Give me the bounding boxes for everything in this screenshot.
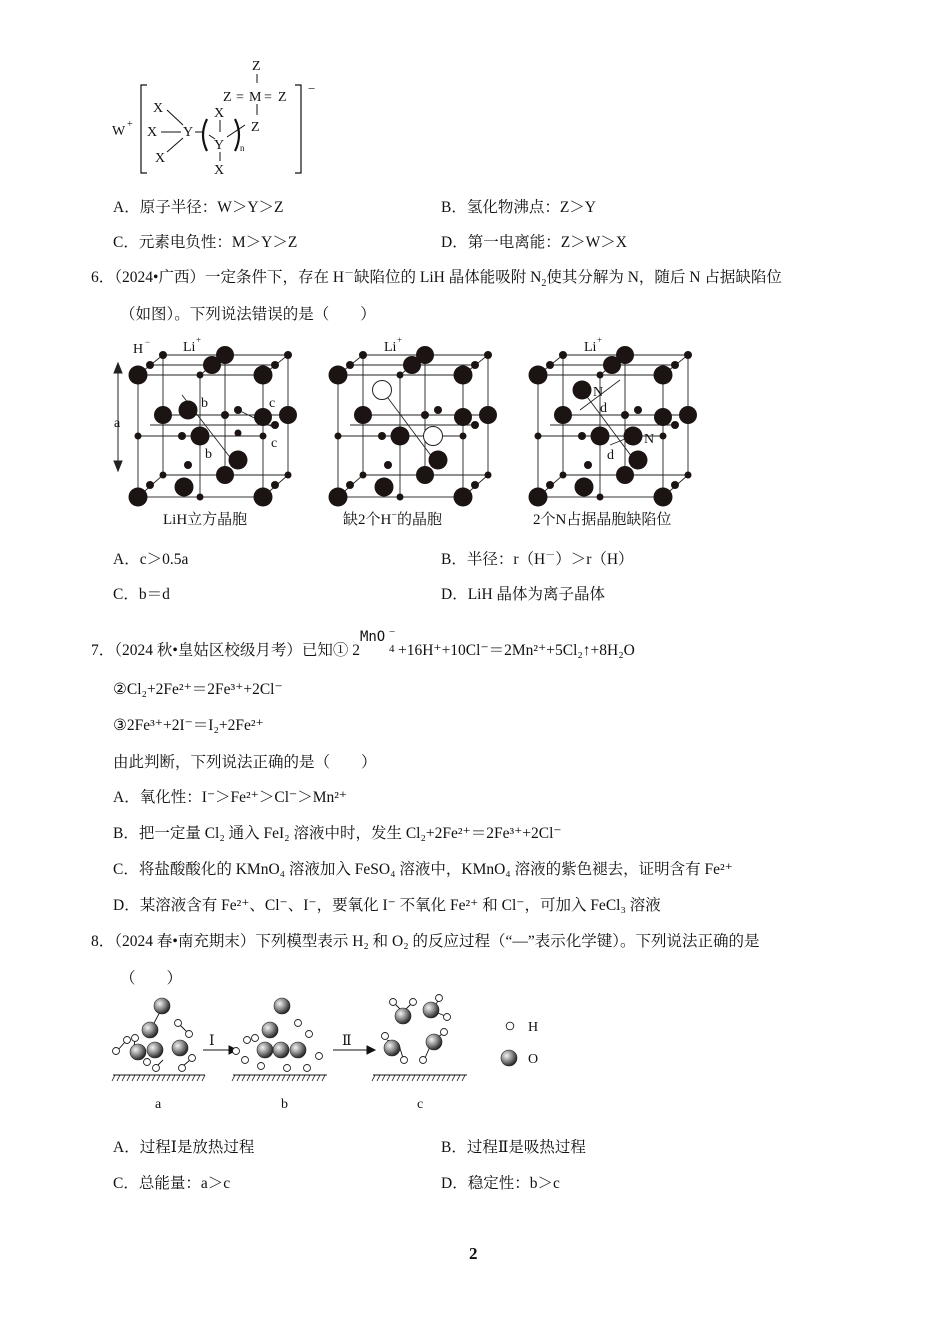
q7-stem-pre: （2024 秋•皇姑区校级月考）已知① 2 [114,642,360,659]
q7-option-b: B．把一定量 Cl₂ 通入 FeI₂ 溶液中时，发生 Cl₂+2Fe²⁺＝2Fe³⁺+2Cl⁻ [113,825,562,842]
q8-number: 8． [91,933,115,950]
atom-y-center: Y [183,125,194,140]
q6-option-a: A．c＞0.5a [113,551,189,568]
q8-option-b: B．过程Ⅱ是吸热过程 [441,1139,586,1156]
q6-number: 6． [91,269,115,286]
q8-option-a: A．过程Ⅰ是放热过程 [113,1139,255,1156]
atom-x-lower: X [214,163,225,178]
q6-option-b-sup: － [545,549,556,561]
step-1-label: Ⅰ [209,1034,215,1049]
atom-y-inner: Y [214,138,225,153]
q7-mno4-sub: 4 [388,643,395,655]
atom-x-top: X [153,101,164,116]
q7-mno4-base: MnO [359,629,386,645]
atom-w: W [112,124,126,139]
legend-h-circle [506,1022,514,1030]
state-a-label: a [155,1097,162,1112]
label-li-plus: Li [183,340,196,355]
q8-reaction-figure [105,990,565,1115]
vacancy-circle-2 [424,427,443,446]
state-c-label: c [417,1097,424,1112]
q8-stem-line2: （ ） [120,970,183,987]
q8-option-c: C．总能量：a＞c [113,1175,231,1192]
label-n-lower: N [644,432,655,447]
bond-double-right: = [264,90,272,105]
legend-o-label: O [528,1052,539,1067]
q7-judge: 由此判断，下列说法正确的是（ ） [113,754,377,771]
n-atom-1 [573,381,592,400]
q7-eq3: ③2Fe³⁺+2I⁻＝I₂+2Fe²⁺ [113,717,264,734]
subscript-n: n [240,143,245,153]
atom-x-bottom: X [155,151,166,166]
q6-stem-sub: 2 [541,278,547,290]
q5-option-a: A．原子半径：W＞Y＞Z [113,199,284,216]
q6-stem-part2: 缺陷位的 LiH 晶体能吸附 N [354,269,542,286]
q7-mno4-sup: − [388,626,396,638]
caption2-sup: − [391,510,397,521]
q5-option-c: C．元素电负性：M＞Y＞Z [113,234,298,251]
q8-stem-text: （2024 春•南充期末）下列模型表示 H₂ 和 O₂ 的反应过程（“—”表示化学键）。下列说法正确的是 [114,933,760,950]
q7-option-d: D．某溶液含有 Fe²⁺、Cl⁻、I⁻，要氧化 I⁻ 不氧化 Fe²⁺ 和 Cl⁻，可加入 FeCl₃ 溶液 [113,897,661,914]
label-c-lower: c [271,436,278,451]
bond-double-left: = [236,90,244,105]
caption2-post: 的晶胞 [396,512,442,528]
q8-stem [91,932,760,952]
atom-x-upper: X [214,106,225,121]
q8-option-d: D．稳定性：b＞c [441,1175,560,1192]
atom-m: M [249,90,262,105]
q6-option-b [441,550,634,570]
label-h-minus-sup: − [145,337,151,347]
q6-crystal-vacancy [320,335,500,507]
legend-h-label: H [528,1020,539,1035]
q6-caption-2 [343,508,442,529]
q6-stem-part3: 使其分解为 N，随后 N 占据缺陷位 [546,269,782,286]
q6-option-c: C．b＝d [113,586,170,603]
q6-stem-part1: （2024•广西）一定条件下，存在 H [114,269,345,286]
q7-option-a: A．氧化性：I⁻＞Fe²⁺＞Cl⁻＞Mn²⁺ [113,789,348,806]
q5-structure-figure [105,55,335,180]
q6-caption-3: 2个N占据晶胞缺陷位 [533,512,672,528]
q6-stem [91,268,782,288]
label-li-plus-3: Li [584,340,597,355]
label-d-upper: d [600,401,607,416]
label-li-plus-sup-2: + [397,335,403,345]
label-n-upper: N [593,385,604,400]
q6-crystal-lih [108,335,308,507]
q6-option-b-pre: B．半径：r（H [441,551,546,568]
label-b-lower: b [205,447,212,462]
caption2-pre: 缺2个H [343,512,392,528]
state-b-label: b [281,1097,288,1112]
q7-stem [91,626,635,661]
label-li-plus-2: Li [384,340,397,355]
atom-z-left: Z [223,90,232,105]
atom-x-mid: X [147,125,158,140]
q5-option-b: B．氢化物沸点：Z＞Y [441,199,597,216]
label-c-upper: c [269,396,276,411]
atom-z-right: Z [278,90,287,105]
q6-option-d: D．LiH 晶体为离子晶体 [441,586,606,603]
q6-option-b-post: ）＞r（H） [555,551,634,568]
label-li-plus-sup: + [196,335,202,345]
charge-minus: − [308,81,316,96]
legend-o-circle [501,1050,517,1066]
q5-option-d: D．第一电离能：Z＞W＞X [441,234,627,251]
charge-plus: + [127,119,133,130]
step-2-label: Ⅱ [342,1034,352,1049]
q7-mno4 [359,626,398,661]
label-h-minus: H [133,342,144,357]
label-b-upper: b [201,396,208,411]
q7-eq2: ②Cl₂+2Fe²⁺＝2Fe³⁺+2Cl⁻ [113,681,283,698]
q7-option-c: C．将盐酸酸化的 KMnO₄ 溶液加入 FeSO₄ 溶液中，KMnO₄ 溶液的紫色褪去，证明含有 Fe²⁺ [113,861,733,878]
q6-stem-sup: － [344,267,355,279]
n-atom-2 [624,427,643,446]
page-number: 2 [469,1244,478,1263]
q7-eq1: +16H⁺+10Cl⁻＝2Mn²⁺+5Cl₂↑+8H₂O [397,642,635,659]
q6-crystal-n-occupied [520,335,705,507]
q6-stem-line2: （如图）。下列说法错误的是（ ） [120,306,376,323]
q6-caption-1: LiH立方晶胞 [163,512,248,528]
atom-z-bottom: Z [251,120,260,135]
q7-number: 7． [91,642,115,659]
label-a: a [114,416,121,431]
label-li-plus-sup-3: + [597,335,603,345]
atom-z-top: Z [252,59,261,74]
label-d-lower: d [607,448,614,463]
vacancy-circle-1 [373,381,392,400]
